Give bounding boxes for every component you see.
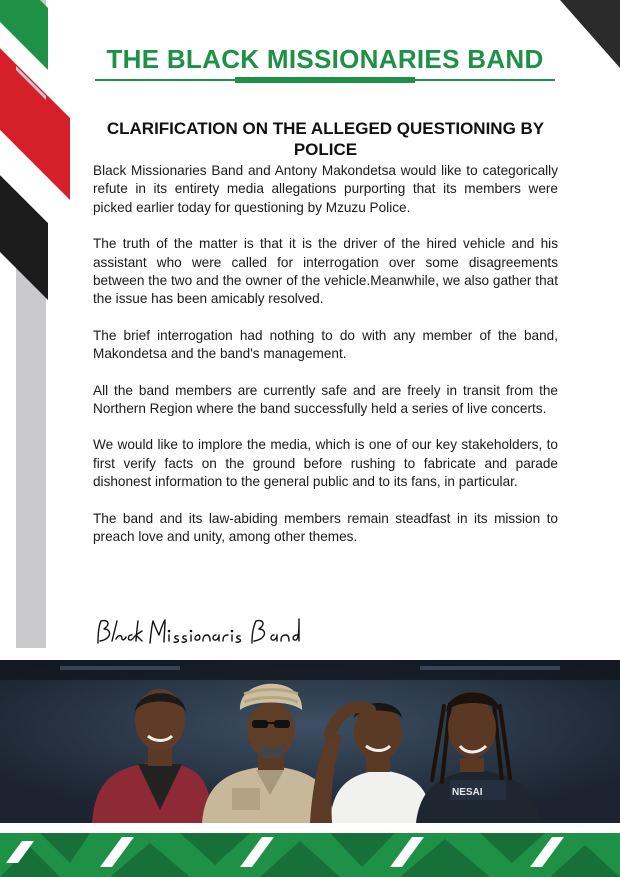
band-name-title: THE BLACK MISSIONARIES BAND <box>106 44 544 74</box>
band-photo <box>0 660 620 823</box>
handwritten-signature <box>92 615 302 649</box>
band-members-illustration <box>0 660 620 823</box>
letterhead <box>95 42 555 81</box>
statement-paragraph: The truth of the matter is that it is the driver of the hired vehicle and his assistant who were called for interrogation over some disagreements between the two and the owner of the vehicle.Meanwhile, we also gather that the issue has been amicably resolved. <box>93 236 558 307</box>
footer-pattern <box>0 823 620 877</box>
shirt-text: NESAI <box>452 787 483 798</box>
statement-paragraph: All the band members are currently safe and are freely in transit from the Northern Region where the band successfully held a series of live concerts. <box>93 382 558 417</box>
statement-headline: CLARIFICATION ON THE ALLEGED QUESTIONING BY POLICE <box>106 119 545 159</box>
statement-paragraph: We would like to implore the media, which is one of our key stakeholders, to first verify facts on the ground before rushing to fabricate and parade dishonest information to the general public and to its fans, in particular. <box>93 437 558 490</box>
statement-body <box>93 118 558 565</box>
statement-paragraph: The band and its law-abiding members remain steadfast in its mission to preach love and unity, among other themes. <box>93 510 558 545</box>
left-stripe-decoration <box>0 0 70 660</box>
corner-triangle-decoration <box>560 0 620 70</box>
green-chevron-pattern <box>0 823 620 877</box>
statement-paragraph: Black Missionaries Band and Antony Makondetsa would like to categorically refute in its entirety media allegations purporting that its members were picked earlier today for questioning by Mzuzu Police. <box>93 163 558 215</box>
header-underline <box>95 79 555 81</box>
statement-paragraph: The brief interrogation had nothing to do with any member of the band, Makondetsa and the band's management. <box>93 327 558 362</box>
